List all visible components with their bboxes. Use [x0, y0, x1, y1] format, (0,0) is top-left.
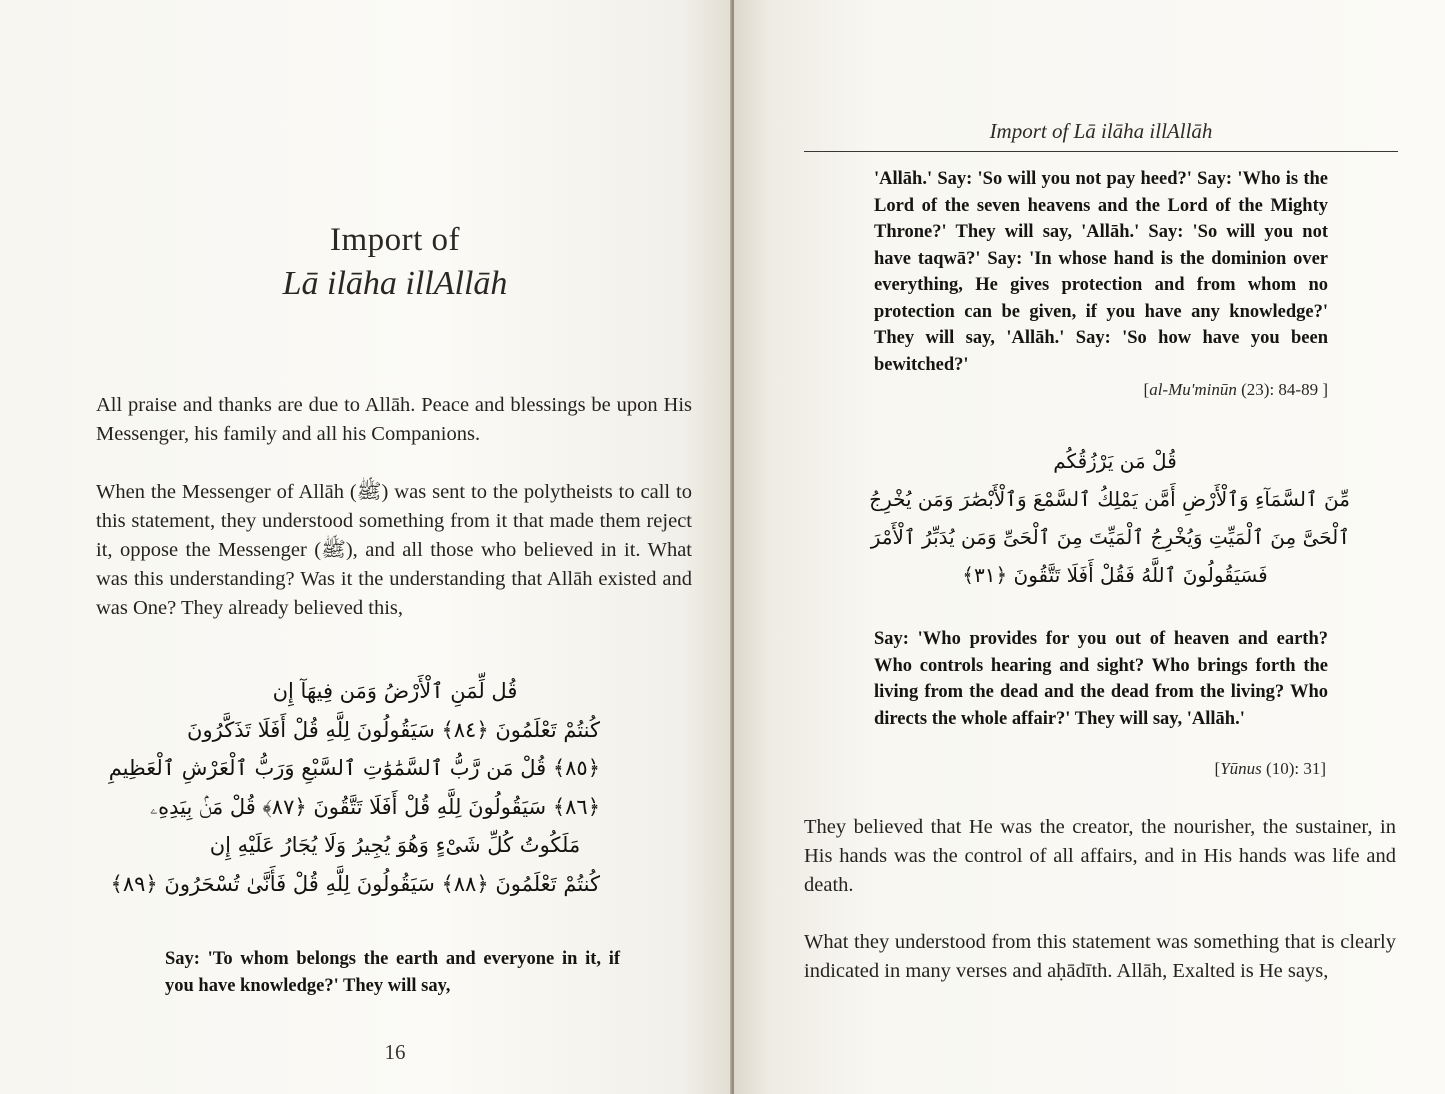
arabic-line: كُنتُمْ تَعْلَمُونَ ﴿٨٨﴾ سَيَقُولُونَ لِلَّهِ قُلْ فَأَنَّىٰ تُسْحَرُونَ ﴿٨٩﴾ [110, 871, 600, 896]
body-paragraph-2: When the Messenger of Allāh (ﷺ) was sent to the polytheists to call to this statement, they understood something from it that made them reject it, oppose the Messenger (ﷺ), and all those who believed in it. What was this understanding? Was it the understanding that Allāh existed and was One? They already believed this, [96, 481, 692, 619]
running-head: Import of Lā ilāha illAllāh [989, 119, 1213, 143]
show-through-shadow [798, 545, 868, 810]
chapter-title-line-2: Lā ilāha illAllāh [282, 265, 508, 302]
verse-translation: Say: 'Who provides for you out of heaven and earth? Who controls hearing and sight? Who brings forth the living from the dead and the dead from the living? Who directs the whole affair?' They will say, 'Allāh.' [874, 629, 1328, 729]
chapter-title-line-1: Import of [329, 222, 461, 258]
verse-translation-continued: 'Allāh.' Say: 'So will you not pay heed?' Say: 'Who is the Lord of the seven heavens and the Lord of the Mighty Throne?' They will say, 'Allāh.' Say: 'So will you not have taqwā?' Say: 'In whose hand is the dominion over everything, He gives protection and from whom no protection can be given, if you have any knowledge?' They will say, 'Allāh.' Say: 'So how have you been bewitched?' [874, 169, 1328, 375]
citation-source: Yūnus [1220, 759, 1262, 778]
citation-reference: (23): 84-89 ] [1241, 380, 1328, 399]
citation-reference: (10): 31] [1266, 759, 1326, 778]
citation-source: al-Mu'minūn [1149, 380, 1237, 399]
arabic-line: ﴿٨٥﴾ قُلْ مَن رَّبُّ ٱلسَّمَٰوَٰتِ ٱلسَّبْعِ وَرَبُّ ٱلْعَرْشِ ٱلْعَظِيمِ [108, 756, 600, 780]
verse-citation [980, 759, 1326, 779]
page-number: 16 [384, 1040, 406, 1064]
header-rule [804, 151, 1398, 152]
arabic-line: فَسَيَقُولُونَ ٱللَّهُ فَقُلْ أَفَلَا تَتَّقُونَ ﴿٣١﴾ [962, 563, 1268, 587]
body-paragraph-3: They believed that He was the creator, the nourisher, the sustainer, in His hands was the control of all affairs, and in His hands was life and death. [804, 816, 1396, 896]
arabic-line: قُلْ مَن يَرْزُقُكُم [1053, 449, 1177, 473]
chapter-title [200, 218, 590, 306]
arabic-line: ٱلْحَىَّ مِنَ ٱلْمَيِّتِ وَيُخْرِجُ ٱلْمَيِّتَ مِنَ ٱلْحَىِّ وَمَن يُدَبِّرُ ٱلْأَمْرَ [870, 525, 1350, 549]
arabic-line: مَلَكُوتُ كُلِّ شَىْءٍ وَهُوَ يُجِيرُ وَلَا يُجَارُ عَلَيْهِ إِن [209, 833, 581, 857]
verse-citation: [al-Mu'minūn (23): 84-89 ] [1143, 380, 1328, 399]
body-paragraph-1: All praise and thanks are due to Allāh. Peace and blessings be upon His Messenger, his family and all his Companions. [96, 394, 692, 445]
arabic-line: ﴿٨٦﴾ سَيَقُولُونَ لِلَّهِ قُلْ أَفَلَا تَتَّقُونَ ﴿٨٧﴾ قُلْ مَنۢ بِيَدِهِۦ [150, 794, 600, 819]
quran-arabic-block [869, 442, 1350, 594]
arabic-line: مِّنَ ٱلسَّمَآءِ وَٱلْأَرْضِ أَمَّن يَمْلِكُ ٱلسَّمْعَ وَٱلْأَبْصَٰرَ وَمَن يُخْرِجُ [869, 487, 1350, 511]
body-paragraph-4: What they understood from this statement was something that is clearly indicated in many verses and aḥādīth. Allāh, Exalted is He says, [804, 931, 1396, 982]
citation-bracket: [ [1214, 759, 1221, 778]
verse-translation: Say: 'To whom belongs the earth and everyone in it, if you have knowledge?' They will say, [165, 949, 620, 996]
arabic-line: قُل لِّمَنِ ٱلْأَرْضُ وَمَن فِيهَآ إِن [272, 679, 518, 703]
arabic-line: كُنتُمْ تَعْلَمُونَ ﴿٨٤﴾ سَيَقُولُونَ لِلَّهِ قُلْ أَفَلَا تَذَكَّرُونَ [187, 717, 600, 742]
quran-arabic-block [108, 672, 600, 903]
